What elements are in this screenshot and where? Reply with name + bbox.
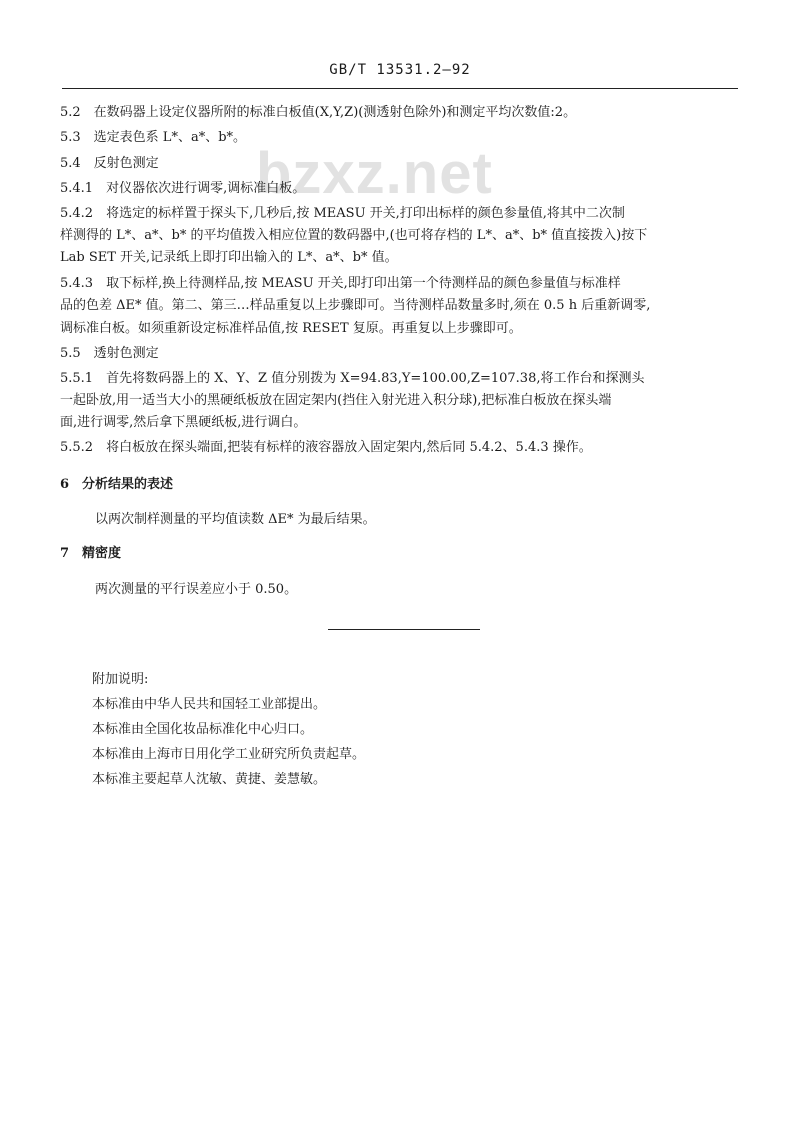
- clause-5-4-3-line2: 品的色差 ΔE* 值。第二、第三…样品重复以上步骤即可。当待测样品数量多时,须在 0.5 h 后重新调零,: [60, 298, 651, 313]
- notes-title: 附加说明:: [92, 672, 149, 687]
- notes-line: 本标准由中华人民共和国轻工业部提出。: [92, 697, 327, 712]
- clause-5-5-heading: 5.5 透射色测定: [60, 346, 159, 361]
- notes-line: 本标准由上海市日用化学工业研究所负责起草。: [92, 747, 366, 762]
- header-rule: [62, 88, 738, 89]
- clause-5-4-3-line3: 调标准白板。如须重新设定标准样品值,按 RESET 复原。再重复以上步骤即可。: [60, 321, 522, 336]
- clause-5-5-1-line3: 面,进行调零,然后拿下黑硬纸板,进行调白。: [60, 415, 307, 430]
- clause-5-3: 5.3 选定表色系 L*、a*、b*。: [60, 130, 247, 145]
- clause-5-4-3-line1: 5.4.3 取下标样,换上待测样品,按 MEASU 开关,即打印出第一个待测样品的颜色参量值与标准样: [60, 276, 621, 291]
- clause-5-5-2: 5.5.2 将白板放在探头端面,把装有标样的液容器放入固定架内,然后同 5.4.2、5.4.3 操作。: [60, 440, 592, 455]
- section-7-heading: 7 精密度: [60, 546, 122, 561]
- notes-line: 本标准主要起草人沈敏、黄捷、姜慧敏。: [92, 772, 327, 787]
- clause-5-4-1: 5.4.1 对仪器依次进行调零,调标准白板。: [60, 181, 306, 196]
- clause-5-4-2-line2: 样测得的 L*、a*、b* 的平均值拨入相应位置的数码器中,(也可将存档的 L*、a*、b* 值直接拨入)按下: [60, 228, 648, 243]
- clause-5-4-2-line1: 5.4.2 将选定的标样置于探头下,几秒后,按 MEASU 开关,打印出标样的颜色参量值,将其中二次制: [60, 206, 625, 221]
- clause-5-5-1-line1: 5.5.1 首先将数码器上的 X、Y、Z 值分别拨为 X=94.83,Y=100.00,Z=107.38,将工作台和探测头: [60, 371, 645, 386]
- clause-5-4-heading: 5.4 反射色测定: [60, 156, 159, 171]
- end-rule: [328, 629, 480, 630]
- clause-5-4-2-line3: Lab SET 开关,记录纸上即打印出输入的 L*、a*、b* 值。: [60, 250, 398, 265]
- notes-line: 本标准由全国化妆品标准化中心归口。: [92, 722, 314, 737]
- clause-5-2: 5.2 在数码器上设定仪器所附的标准白板值(X,Y,Z)(测透射色除外)和测定平均次数值:2。: [60, 105, 577, 120]
- standard-code-header: GB/T 13531.2—92: [329, 62, 471, 78]
- clause-5-5-1-line2: 一起卧放,用一适当大小的黑硬纸板放在固定架内(挡住入射光进入积分球),把标准白板放在探头端: [60, 393, 612, 408]
- section-6-heading: 6 分析结果的表述: [60, 477, 174, 492]
- section-6-text: 以两次制样测量的平均值读数 ΔE* 为最后结果。: [95, 512, 376, 527]
- watermark: bzxz.net: [256, 141, 493, 206]
- section-7-text: 两次测量的平行误差应小于 0.50。: [95, 582, 298, 597]
